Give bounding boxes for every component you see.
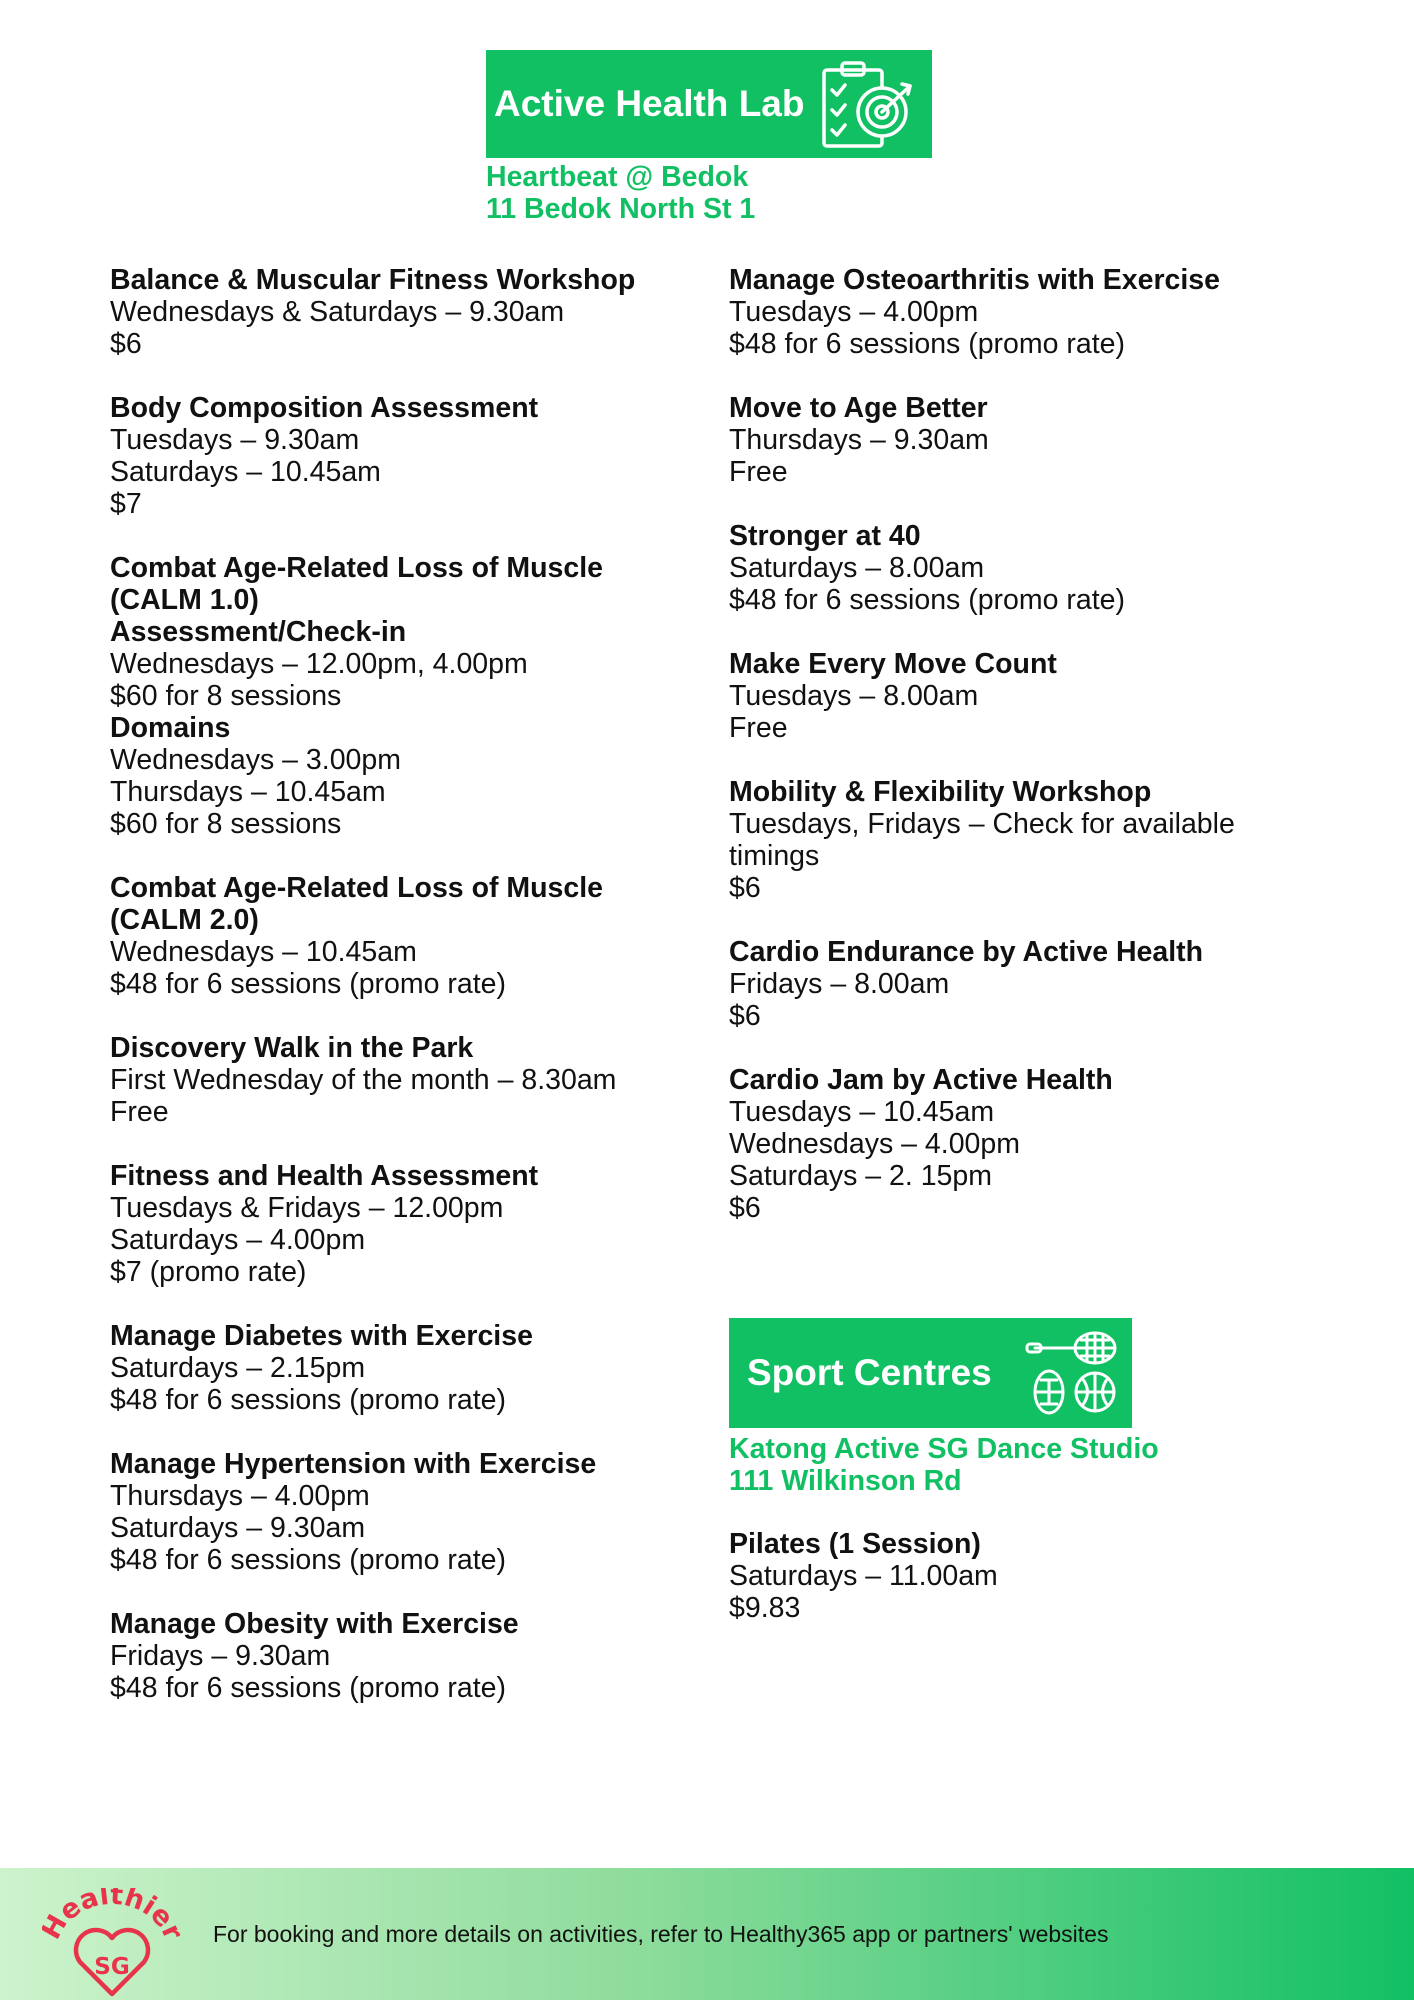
program-title: Manage Osteoarthritis with Exercise bbox=[729, 264, 1220, 296]
banner-title: Active Health Lab bbox=[494, 83, 805, 124]
program-cardio-endurance bbox=[729, 936, 1329, 1032]
program-manage-diabetes bbox=[110, 1320, 700, 1416]
program-manage-obesity bbox=[110, 1608, 700, 1704]
program-schedule: Saturdays – 2.15pm bbox=[110, 1352, 366, 1384]
right-program-list bbox=[729, 264, 1329, 1256]
program-schedule: Saturdays – 9.30am bbox=[110, 1512, 366, 1544]
program-price: $48 for 6 sessions (promo rate) bbox=[110, 968, 507, 1000]
venue-name: Katong Active SG Dance Studio bbox=[729, 1433, 1159, 1465]
left-program-list bbox=[110, 264, 700, 1736]
footer-bar bbox=[0, 1868, 1414, 2000]
program-schedule: Saturdays – 4.00pm bbox=[110, 1224, 366, 1256]
sport-centre-venue bbox=[729, 1433, 1159, 1497]
program-mobility-flexibility bbox=[729, 776, 1329, 904]
active-health-lab-banner bbox=[486, 50, 932, 158]
program-fitness-health-assessment bbox=[110, 1160, 700, 1288]
program-price: $60 for 8 sessions bbox=[110, 680, 342, 712]
program-title: Body Composition Assessment bbox=[110, 392, 539, 424]
program-price: $48 for 6 sessions (promo rate) bbox=[110, 1672, 507, 1704]
active-health-lab-venue bbox=[486, 161, 755, 225]
program-title: Manage Hypertension with Exercise bbox=[110, 1448, 597, 1480]
program-cardio-jam bbox=[729, 1064, 1329, 1224]
program-calm-1 bbox=[110, 552, 700, 840]
sports-equipment-icon bbox=[1025, 1328, 1121, 1423]
sport-centres-banner bbox=[729, 1318, 1132, 1428]
program-price: $60 for 8 sessions bbox=[110, 808, 342, 840]
program-title: Manage Diabetes with Exercise bbox=[110, 1320, 533, 1352]
program-price: Free bbox=[729, 456, 788, 488]
program-schedule: Thursdays – 4.00pm bbox=[110, 1480, 370, 1512]
program-schedule: Wednesdays & Saturdays – 9.30am bbox=[110, 296, 565, 328]
banner-title: Sport Centres bbox=[747, 1352, 992, 1393]
program-schedule: Saturdays – 10.45am bbox=[110, 456, 381, 488]
program-title-suffix: (CALM 1.0) bbox=[110, 584, 259, 616]
svg-text:Healthier: ealthie bbox=[53, 1888, 180, 1934]
program-schedule: Wednesdays – 3.00pm bbox=[110, 744, 401, 776]
program-price: $48 for 6 sessions (promo rate) bbox=[729, 328, 1126, 360]
program-discovery-walk bbox=[110, 1032, 700, 1128]
program-title: Stronger at 40 bbox=[729, 520, 921, 552]
program-title: Manage Obesity with Exercise bbox=[110, 1608, 519, 1640]
program-price: $48 for 6 sessions (promo rate) bbox=[110, 1384, 507, 1416]
program-subtitle: Assessment/Check-in bbox=[110, 616, 407, 648]
program-schedule: Thursdays – 10.45am bbox=[110, 776, 386, 808]
program-schedule: Tuesdays – 8.00am bbox=[729, 680, 979, 712]
svg-text:SG: SG bbox=[94, 1954, 130, 1980]
program-schedule: Tuesdays – 4.00pm bbox=[729, 296, 979, 328]
program-schedule: Fridays – 9.30am bbox=[110, 1640, 331, 1672]
program-balance-muscular-fitness bbox=[110, 264, 700, 360]
program-title: Balance & Muscular Fitness Workshop bbox=[110, 264, 636, 296]
program-pilates bbox=[729, 1528, 1329, 1624]
program-title: Fitness and Health Assessment bbox=[110, 1160, 539, 1192]
program-make-every-move-count bbox=[729, 648, 1329, 744]
program-schedule: Tuesdays, Fridays – Check for available timings bbox=[729, 808, 1235, 872]
venue-address: 11 Bedok North St 1 bbox=[486, 193, 756, 225]
program-body-composition bbox=[110, 392, 700, 520]
footer-note: For booking and more details on activities, refer to Healthy365 app or partners' websites bbox=[213, 1921, 1109, 1947]
program-title: Mobility & Flexibility Workshop bbox=[729, 776, 1152, 808]
program-schedule: Wednesdays – 12.00pm, 4.00pm bbox=[110, 648, 528, 680]
program-price: $7 bbox=[110, 488, 142, 520]
program-schedule: Thursdays – 9.30am bbox=[729, 424, 989, 456]
program-price: $48 for 6 sessions (promo rate) bbox=[729, 584, 1126, 616]
program-schedule: Saturdays – 11.00am bbox=[729, 1560, 998, 1592]
clipboard-target-icon bbox=[820, 60, 920, 155]
program-title: Pilates (1 Session) bbox=[729, 1528, 981, 1560]
program-move-to-age-better bbox=[729, 392, 1329, 488]
program-subtitle: Domains bbox=[110, 712, 231, 744]
program-title: Discovery Walk in the Park bbox=[110, 1032, 474, 1064]
program-title: Cardio Endurance by Active Health bbox=[729, 936, 1204, 968]
program-schedule: Tuesdays – 10.45am bbox=[729, 1096, 995, 1128]
program-price: $6 bbox=[729, 1192, 761, 1224]
program-schedule: Tuesdays – 9.30am bbox=[110, 424, 360, 456]
program-schedule: Fridays – 8.00am bbox=[729, 968, 950, 1000]
program-title: Combat Age-Related Loss of Muscle bbox=[110, 552, 604, 584]
heart-logo-icon bbox=[42, 1888, 182, 2005]
program-price: $9.83 bbox=[729, 1592, 801, 1624]
program-title: Move to Age Better bbox=[729, 392, 988, 424]
program-schedule: Saturdays – 2. 15pm bbox=[729, 1160, 992, 1192]
program-manage-osteoarthritis bbox=[729, 264, 1329, 360]
program-price: Free bbox=[110, 1096, 169, 1128]
program-price: $6 bbox=[729, 872, 761, 904]
sport-program-list bbox=[729, 1528, 1329, 1656]
program-title: Make Every Move Count bbox=[729, 648, 1057, 680]
venue-name: Heartbeat @ Bedok bbox=[486, 161, 749, 193]
program-price: Free bbox=[729, 712, 788, 744]
program-price: $6 bbox=[110, 328, 142, 360]
program-calm-2 bbox=[110, 872, 700, 1000]
program-manage-hypertension bbox=[110, 1448, 700, 1576]
program-price: $48 for 6 sessions (promo rate) bbox=[110, 1544, 507, 1576]
program-schedule: Wednesdays – 10.45am bbox=[110, 936, 417, 968]
venue-address: 111 Wilkinson Rd bbox=[729, 1465, 962, 1497]
program-price: $6 bbox=[729, 1000, 761, 1032]
program-title: Cardio Jam by Active Health bbox=[729, 1064, 1113, 1096]
program-schedule: First Wednesday of the month – 8.30am bbox=[110, 1064, 617, 1096]
program-schedule: Tuesdays & Fridays – 12.00pm bbox=[110, 1192, 504, 1224]
program-title: Combat Age-Related Loss of Muscle bbox=[110, 872, 604, 904]
program-price: $7 (promo rate) bbox=[110, 1256, 307, 1288]
program-title-suffix: (CALM 2.0) bbox=[110, 904, 259, 936]
program-schedule: Saturdays – 8.00am bbox=[729, 552, 985, 584]
program-stronger-at-40 bbox=[729, 520, 1329, 616]
program-schedule: Wednesdays – 4.00pm bbox=[729, 1128, 1020, 1160]
